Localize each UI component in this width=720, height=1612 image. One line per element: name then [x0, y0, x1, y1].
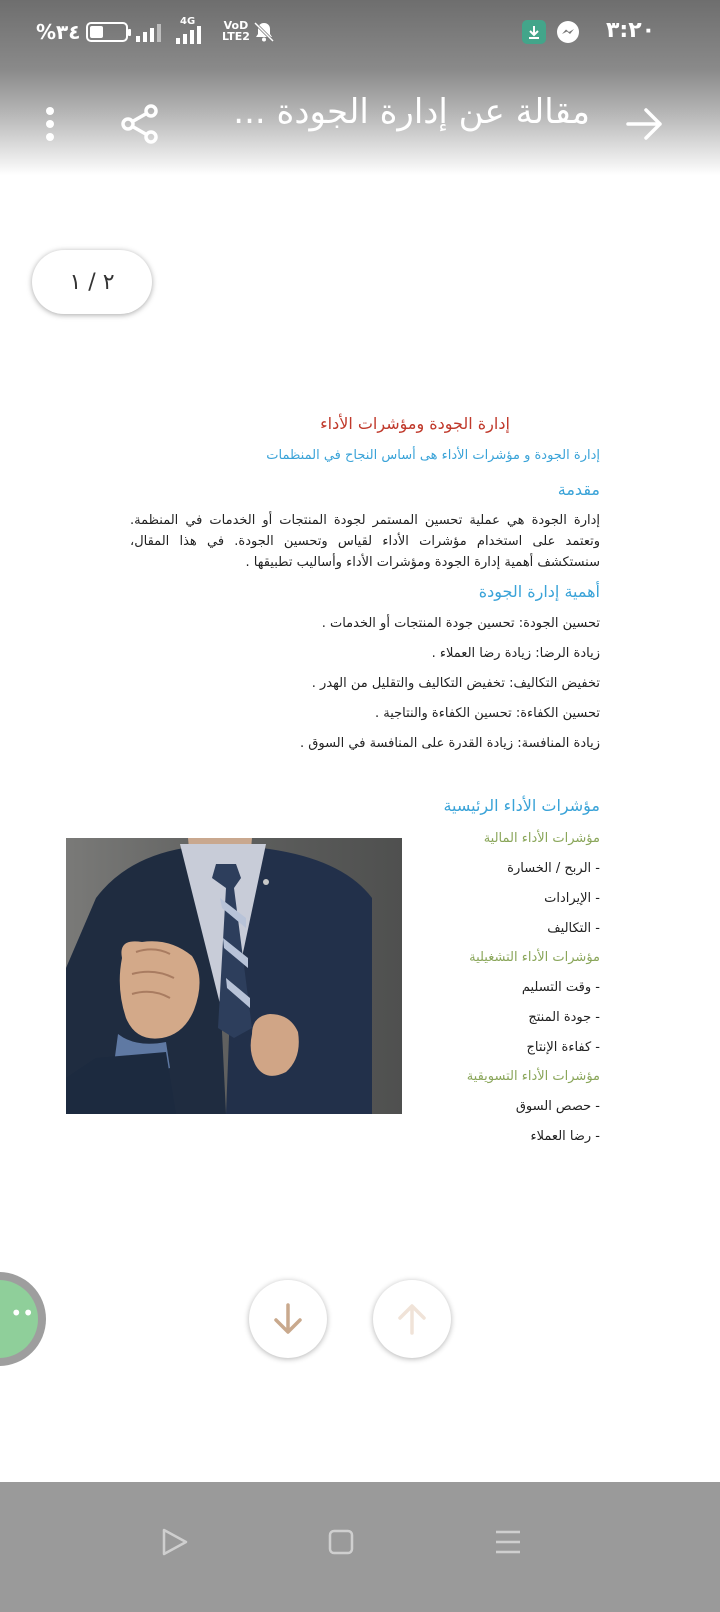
- list-item: تحسين الكفاءة: تحسين الكفاءة والنتاجية .: [374, 706, 600, 721]
- side-menu-icon: ••: [10, 1301, 34, 1325]
- signal-icon: [136, 22, 161, 42]
- signal-2-icon: [176, 24, 201, 44]
- side-menu-button[interactable]: [0, 1272, 46, 1366]
- importance-heading: أهمية إدارة الجودة: [478, 582, 600, 601]
- back-arrow-icon[interactable]: [622, 104, 666, 144]
- kpi-item: - حصص السوق: [515, 1099, 600, 1114]
- status-bar: [0, 14, 720, 50]
- home-square-icon[interactable]: [321, 1522, 361, 1562]
- intro-paragraph: إدارة الجودة هي عملية تحسين المستمر لجودة المنتجات أو الخدمات في المنظمة. وتعتمد على استخدام مؤشرات الأداء لقياس وتحسين الجودة. في هذا المقال، سنستكشف أهمية إدارة الجودة ومؤشرات الأداء وأساليب تطبيقها .: [130, 513, 600, 570]
- kpi-group-title: مؤشرات الأداء التسويقية: [466, 1069, 600, 1084]
- download-app-icon: [522, 20, 546, 44]
- battery-percent: %٣٤: [36, 20, 81, 44]
- kpi-item: - وقت التسليم: [521, 980, 600, 995]
- kpi-item: - رضا العملاء: [530, 1129, 600, 1144]
- volte-icon: VoD LTE2: [222, 19, 250, 43]
- battery-icon: [86, 22, 128, 42]
- status-time: ٣:٢٠: [606, 18, 656, 43]
- back-triangle-icon[interactable]: [154, 1522, 194, 1562]
- recents-menu-icon[interactable]: [488, 1522, 528, 1562]
- list-item: تحسين الجودة: تحسين جودة المنتجات أو الخدمات .: [321, 616, 600, 631]
- kpi-item: - التكاليف: [547, 921, 600, 936]
- arrow-down-icon: [270, 1301, 306, 1337]
- kpi-heading: مؤشرات الأداء الرئيسية: [443, 796, 600, 815]
- kpi-group-title: مؤشرات الأداء التشغيلية: [469, 950, 600, 965]
- share-icon[interactable]: [118, 102, 162, 146]
- document-subtitle: إدارة الجودة و مؤشرات الأداء هى أساس النجاح في المنظمات: [266, 448, 600, 463]
- app-header: [0, 0, 720, 175]
- businessman-photo: [66, 838, 402, 1114]
- kpi-group-title: مؤشرات الأداء المالية: [483, 831, 600, 846]
- intro-heading: مقدمة: [557, 480, 600, 499]
- arrow-up-icon: [394, 1301, 430, 1337]
- system-nav-bar: [0, 1482, 720, 1612]
- document-title: إدارة الجودة ومؤشرات الأداء: [320, 414, 510, 433]
- kpi-item: - الإيرادات: [544, 891, 600, 906]
- page-title: مقالة عن إدارة الجودة ...: [233, 92, 590, 132]
- page-indicator: ٢ / ١: [32, 250, 152, 314]
- messenger-icon: [556, 20, 580, 44]
- kpi-item: - الربح / الخسارة: [507, 861, 600, 876]
- list-item: زيادة المنافسة: زيادة القدرة على المنافسة في السوق .: [300, 736, 600, 751]
- kpi-item: - جودة المنتج: [528, 1010, 600, 1025]
- list-item: تخفيض التكاليف: تخفيض التكاليف والتقليل من الهدر .: [311, 676, 600, 691]
- scroll-up-button[interactable]: [373, 1280, 451, 1358]
- kpi-item: - كفاءة الإنتاج: [526, 1040, 600, 1055]
- list-item: زيادة الرضا: زيادة رضا العملاء .: [431, 646, 600, 661]
- network-type: 4G: [180, 16, 196, 27]
- more-vertical-icon[interactable]: [36, 104, 64, 144]
- scroll-down-button[interactable]: [249, 1280, 327, 1358]
- bell-off-icon: [252, 20, 276, 44]
